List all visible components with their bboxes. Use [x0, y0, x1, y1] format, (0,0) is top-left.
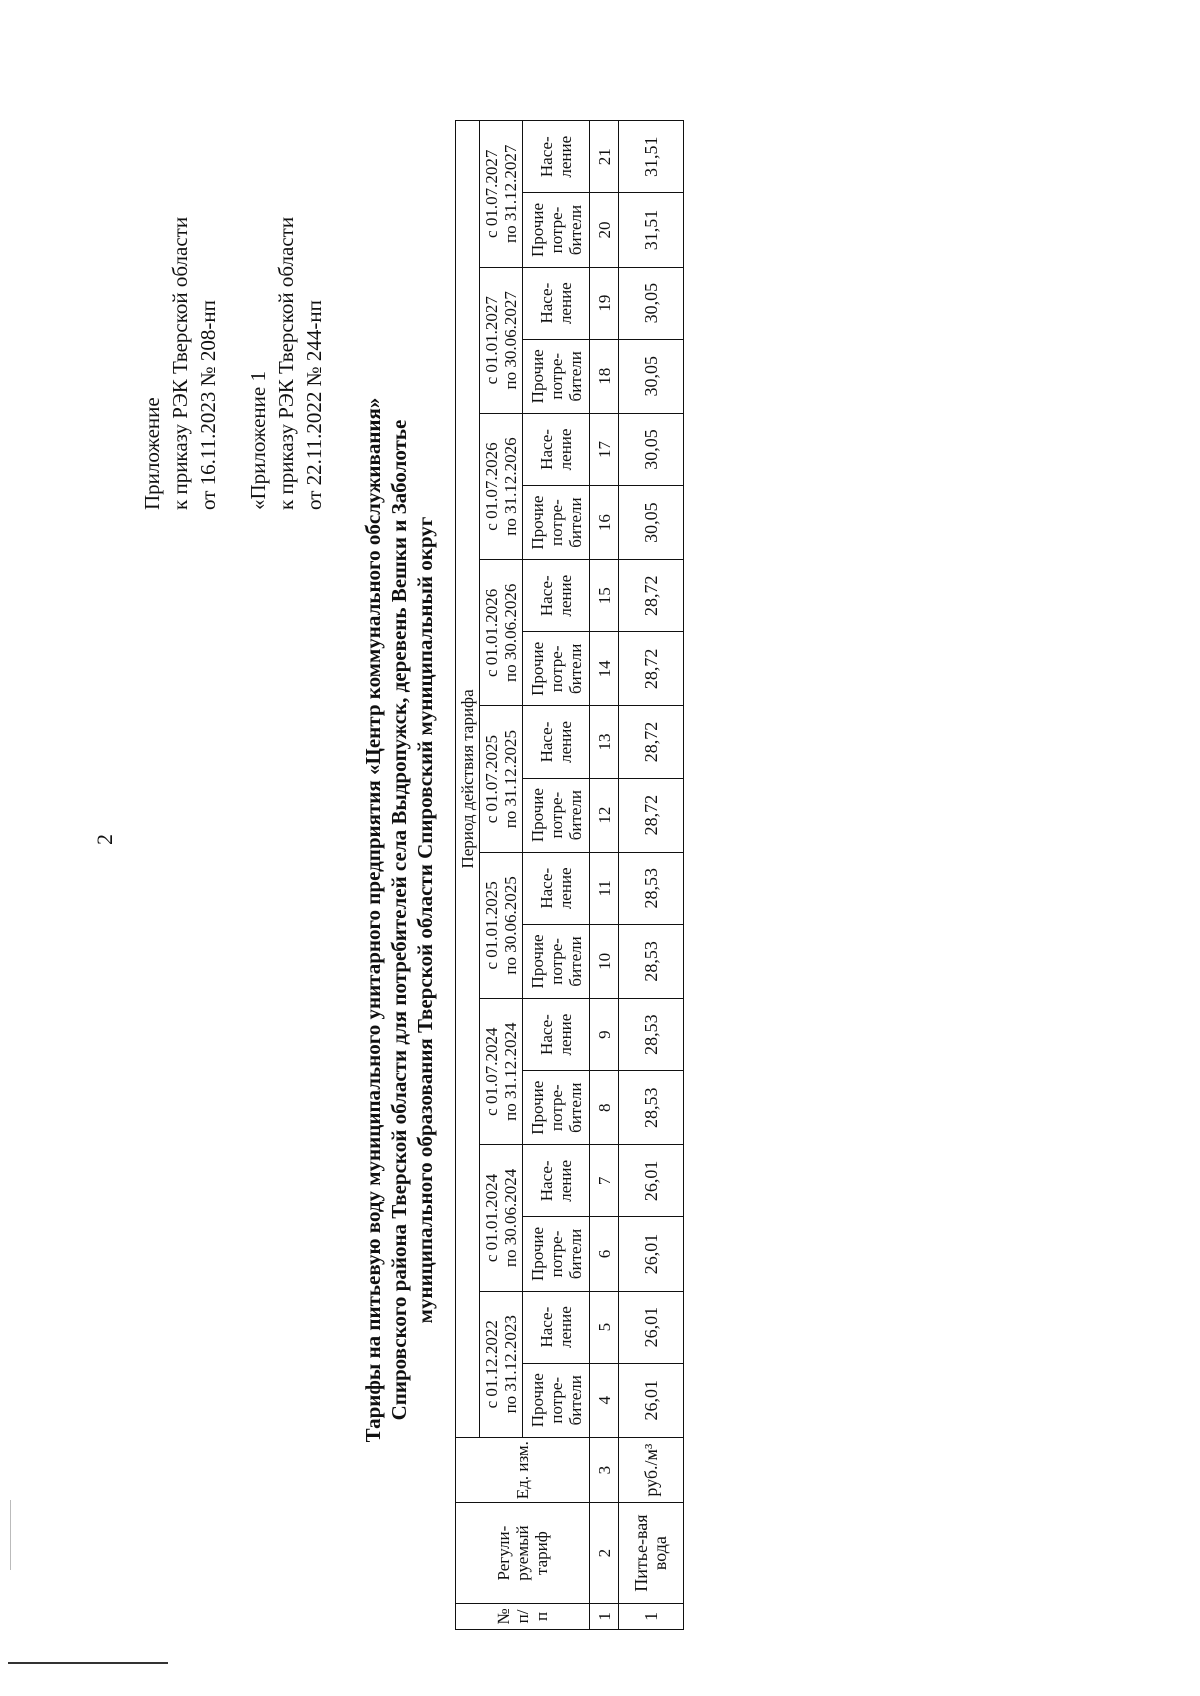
- tariff-value: 26,01: [619, 1145, 684, 1217]
- column-number: 21: [590, 121, 619, 193]
- column-number: 7: [590, 1145, 619, 1217]
- note-line: к приказу РЭК Тверской области: [274, 216, 298, 510]
- consumer-population: Насе-ление: [523, 706, 590, 778]
- tariff-value: 28,72: [619, 706, 684, 778]
- column-number: 11: [590, 852, 619, 924]
- consumer-other: Прочие потре-бители: [523, 485, 590, 559]
- consumer-other: Прочие потре-бители: [523, 924, 590, 998]
- period-cell: с 01.07.2027 по 31.12.2027: [480, 121, 523, 268]
- consumer-population: Насе-ление: [523, 1145, 590, 1217]
- consumer-population: Насе-ление: [523, 852, 590, 924]
- consumer-population: Насе-ление: [523, 560, 590, 632]
- consumer-population: Насе-ление: [523, 1291, 590, 1363]
- tariff-value: 28,53: [619, 924, 684, 998]
- column-number: 3: [590, 1437, 619, 1503]
- consumer-other: Прочие потре-бители: [523, 1363, 590, 1437]
- tariff-value: 28,72: [619, 632, 684, 706]
- tariff-value: 30,05: [619, 485, 684, 559]
- column-number-row: [590, 121, 619, 1630]
- period-cell: с 01.12.2022 по 31.12.2023: [480, 1291, 523, 1437]
- column-number: 20: [590, 193, 619, 267]
- header-unit: Ед. изм.: [456, 1437, 590, 1503]
- note-line: от 16.11.2023 № 208-нп: [196, 300, 220, 510]
- table-row: [619, 121, 684, 1630]
- period-cell: с 01.01.2026 по 30.06.2026: [480, 560, 523, 706]
- tariff-value: 28,53: [619, 1071, 684, 1145]
- period-cell: с 01.07.2026 по 31.12.2026: [480, 413, 523, 559]
- column-number: 13: [590, 706, 619, 778]
- consumer-other: Прочие потре-бители: [523, 778, 590, 852]
- column-number: 6: [590, 1217, 619, 1291]
- row-unit: руб./м³: [619, 1437, 684, 1503]
- tariff-value: 28,53: [619, 852, 684, 924]
- column-number: 4: [590, 1363, 619, 1437]
- tariff-value: 26,01: [619, 1217, 684, 1291]
- consumer-population: Насе-ление: [523, 267, 590, 339]
- page-number: 2: [92, 834, 117, 845]
- column-number: 15: [590, 560, 619, 632]
- note-line: «Приложение 1: [246, 371, 270, 510]
- column-number: 10: [590, 924, 619, 998]
- column-number: 16: [590, 485, 619, 559]
- period-cell: с 01.07.2024 по 31.12.2024: [480, 999, 523, 1145]
- column-number: 1: [590, 1603, 619, 1629]
- period-cell: с 01.01.2027 по 30.06.2027: [480, 267, 523, 413]
- tariff-value: 30,05: [619, 413, 684, 485]
- tariff-value: 28,53: [619, 999, 684, 1071]
- consumer-other: Прочие потре-бители: [523, 632, 590, 706]
- column-number: 19: [590, 267, 619, 339]
- rotated-page-content: [0, 50, 1180, 1690]
- period-row: [480, 121, 523, 1630]
- consumer-other: Прочие потре-бители: [523, 193, 590, 267]
- appendix-note: [244, 217, 328, 510]
- note-line: от 22.11.2022 № 244-нп: [302, 300, 326, 510]
- column-number: 18: [590, 339, 619, 413]
- column-number: 17: [590, 413, 619, 485]
- header-row: [456, 121, 480, 1630]
- tariff-value: 26,01: [619, 1291, 684, 1363]
- consumer-population: Насе-ление: [523, 121, 590, 193]
- title-line: Тарифы на питьевую воду муниципального унитарного предприятия «Центр коммунального обслуживания»: [361, 397, 385, 1443]
- tariff-value: 26,01: [619, 1363, 684, 1437]
- column-number: 14: [590, 632, 619, 706]
- tariff-table: [455, 120, 684, 1630]
- column-number: 5: [590, 1291, 619, 1363]
- note-line: Приложение: [140, 397, 164, 510]
- tariff-value: 31,51: [619, 193, 684, 267]
- appendix-note: [138, 217, 222, 510]
- consumer-other: Прочие потре-бители: [523, 1217, 590, 1291]
- consumer-other: Прочие потре-бители: [523, 1071, 590, 1145]
- title-line: муниципального образования Тверской области Спировский муниципальный округ: [413, 516, 437, 1324]
- tariff-value: 28,72: [619, 778, 684, 852]
- tariff-value: 30,05: [619, 339, 684, 413]
- tariff-value: 31,51: [619, 121, 684, 193]
- document-title: [360, 290, 438, 1550]
- column-number: 9: [590, 999, 619, 1071]
- row-num: 1: [619, 1603, 684, 1629]
- note-line: к приказу РЭК Тверской области: [168, 216, 192, 510]
- consumer-row: [523, 121, 590, 1630]
- column-number: 8: [590, 1071, 619, 1145]
- appendix-notes: [138, 217, 350, 510]
- consumer-population: Насе-ление: [523, 413, 590, 485]
- period-cell: с 01.01.2024 по 30.06.2024: [480, 1145, 523, 1291]
- title-line: Спировского района Тверской области для потребителей села Выдропужск, деревень Вешки и Заболотье: [387, 419, 411, 1421]
- header-num: № п/п: [456, 1603, 590, 1629]
- column-number: 12: [590, 778, 619, 852]
- row-tariff: Питье-вая вода: [619, 1503, 684, 1603]
- consumer-other: Прочие потре-бители: [523, 339, 590, 413]
- header-period: Период действия тарифа: [456, 121, 480, 1438]
- tariff-value: 28,72: [619, 560, 684, 632]
- column-number: 2: [590, 1503, 619, 1603]
- period-cell: с 01.07.2025 по 31.12.2025: [480, 706, 523, 852]
- consumer-population: Насе-ление: [523, 999, 590, 1071]
- period-cell: с 01.01.2025 по 30.06.2025: [480, 852, 523, 998]
- header-tariff: Регули-руемый тариф: [456, 1503, 590, 1603]
- tariff-value: 30,05: [619, 267, 684, 339]
